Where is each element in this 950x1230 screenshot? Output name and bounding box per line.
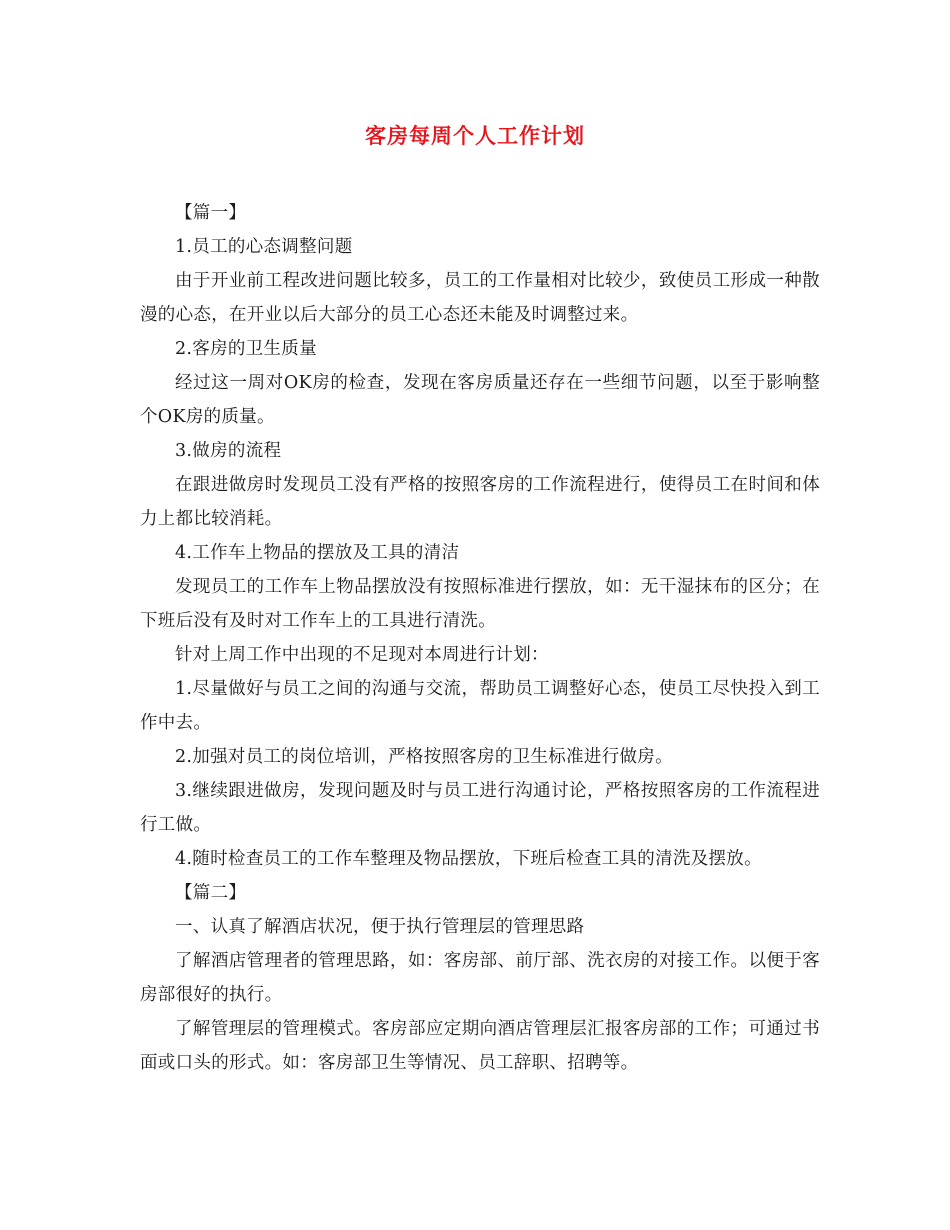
paragraph: 了解酒店管理者的管理思路，如：客房部、前厅部、洗衣房的对接工作。以便于客房部很好的执行。 xyxy=(140,951,820,1005)
paragraph: 1.尽量做好与员工之间的沟通与交流，帮助员工调整好心态，使员工尽快投入到工作中去。 xyxy=(140,679,820,733)
document-title: 客房每周个人工作计划 xyxy=(365,123,585,148)
paragraph: 3.继续跟进做房，发现问题及时与员工进行沟通讨论，严格按照客房的工作流程进行工做。 xyxy=(140,781,820,835)
paragraph: 1.员工的心态调整问题 xyxy=(175,237,353,257)
paragraph: 【篇一】 xyxy=(175,203,247,223)
paragraph: 一、认真了解酒店状况，便于执行管理层的管理思路 xyxy=(175,917,585,937)
document-body xyxy=(140,196,820,1080)
paragraph: 4.随时检查员工的工作车整理及物品摆放，下班后检查工具的清洗及摆放。 xyxy=(175,849,762,869)
paragraph: 在跟进做房时发现员工没有严格的按照客房的工作流程进行，使得员工在时间和体力上都比较消耗。 xyxy=(140,475,820,529)
paragraph: 3.做房的流程 xyxy=(175,441,282,461)
paragraph: 2.加强对员工的岗位培训，严格按照客房的卫生标准进行做房。 xyxy=(175,747,673,767)
paragraph: 【篇二】 xyxy=(175,883,247,903)
paragraph: 2.客房的卫生质量 xyxy=(175,339,317,359)
paragraph: 经过这一周对OK房的检查，发现在客房质量还存在一些细节问题，以至于影响整个OK房的质量。 xyxy=(140,373,820,427)
paragraph: 了解管理层的管理模式。客房部应定期向酒店管理层汇报客房部的工作；可通过书面或口头的形式。如：客房部卫生等情况、员工辞职、招聘等。 xyxy=(140,1019,820,1073)
paragraph: 4.工作车上物品的摆放及工具的清洁 xyxy=(175,543,460,563)
paragraph: 针对上周工作中出现的不足现对本周进行计划： xyxy=(175,645,549,665)
paragraph: 发现员工的工作车上物品摆放没有按照标准进行摆放，如：无干湿抹布的区分；在下班后没有及时对工作车上的工具进行清洗。 xyxy=(140,577,820,631)
paragraph: 由于开业前工程改进问题比较多，员工的工作量相对比较少，致使员工形成一种散漫的心态，在开业以后大部分的员工心态还未能及时调整过来。 xyxy=(140,271,820,325)
